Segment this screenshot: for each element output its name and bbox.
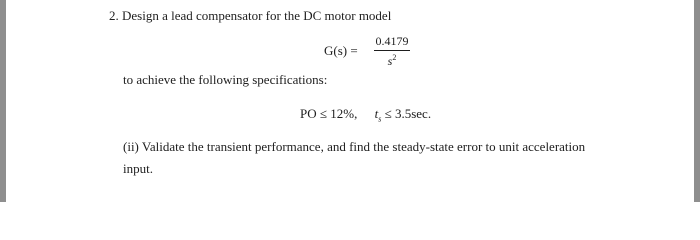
fraction-numerator: 0.4179 [375,34,409,48]
percent-overshoot-spec: PO ≤ 12%, [300,106,358,121]
denominator-exponent: 2 [392,53,397,62]
document-page [6,0,694,202]
specifications-intro: to achieve the following specifications: [123,72,328,87]
equation-fraction [372,35,412,67]
settling-time-spec [374,106,432,124]
denominator-base: s [387,54,393,68]
part-ii-line-1: (ii) Validate the transient performance, and find the steady-state error to unit acceleration [123,139,586,154]
problem-heading: 2. Design a lead compensator for the DC motor model [109,8,392,23]
part-ii-line-2: input. [123,161,153,176]
equation-lhs: G(s) = [324,43,358,58]
settling-time-symbol: t [374,106,379,121]
fraction-denominator [372,52,412,67]
settling-time-value: ≤ 3.5sec. [381,106,432,121]
right-gray-border [694,0,700,202]
settling-time-subscript: s [378,114,382,124]
specifications-line [300,106,431,124]
fraction-bar [374,50,410,51]
